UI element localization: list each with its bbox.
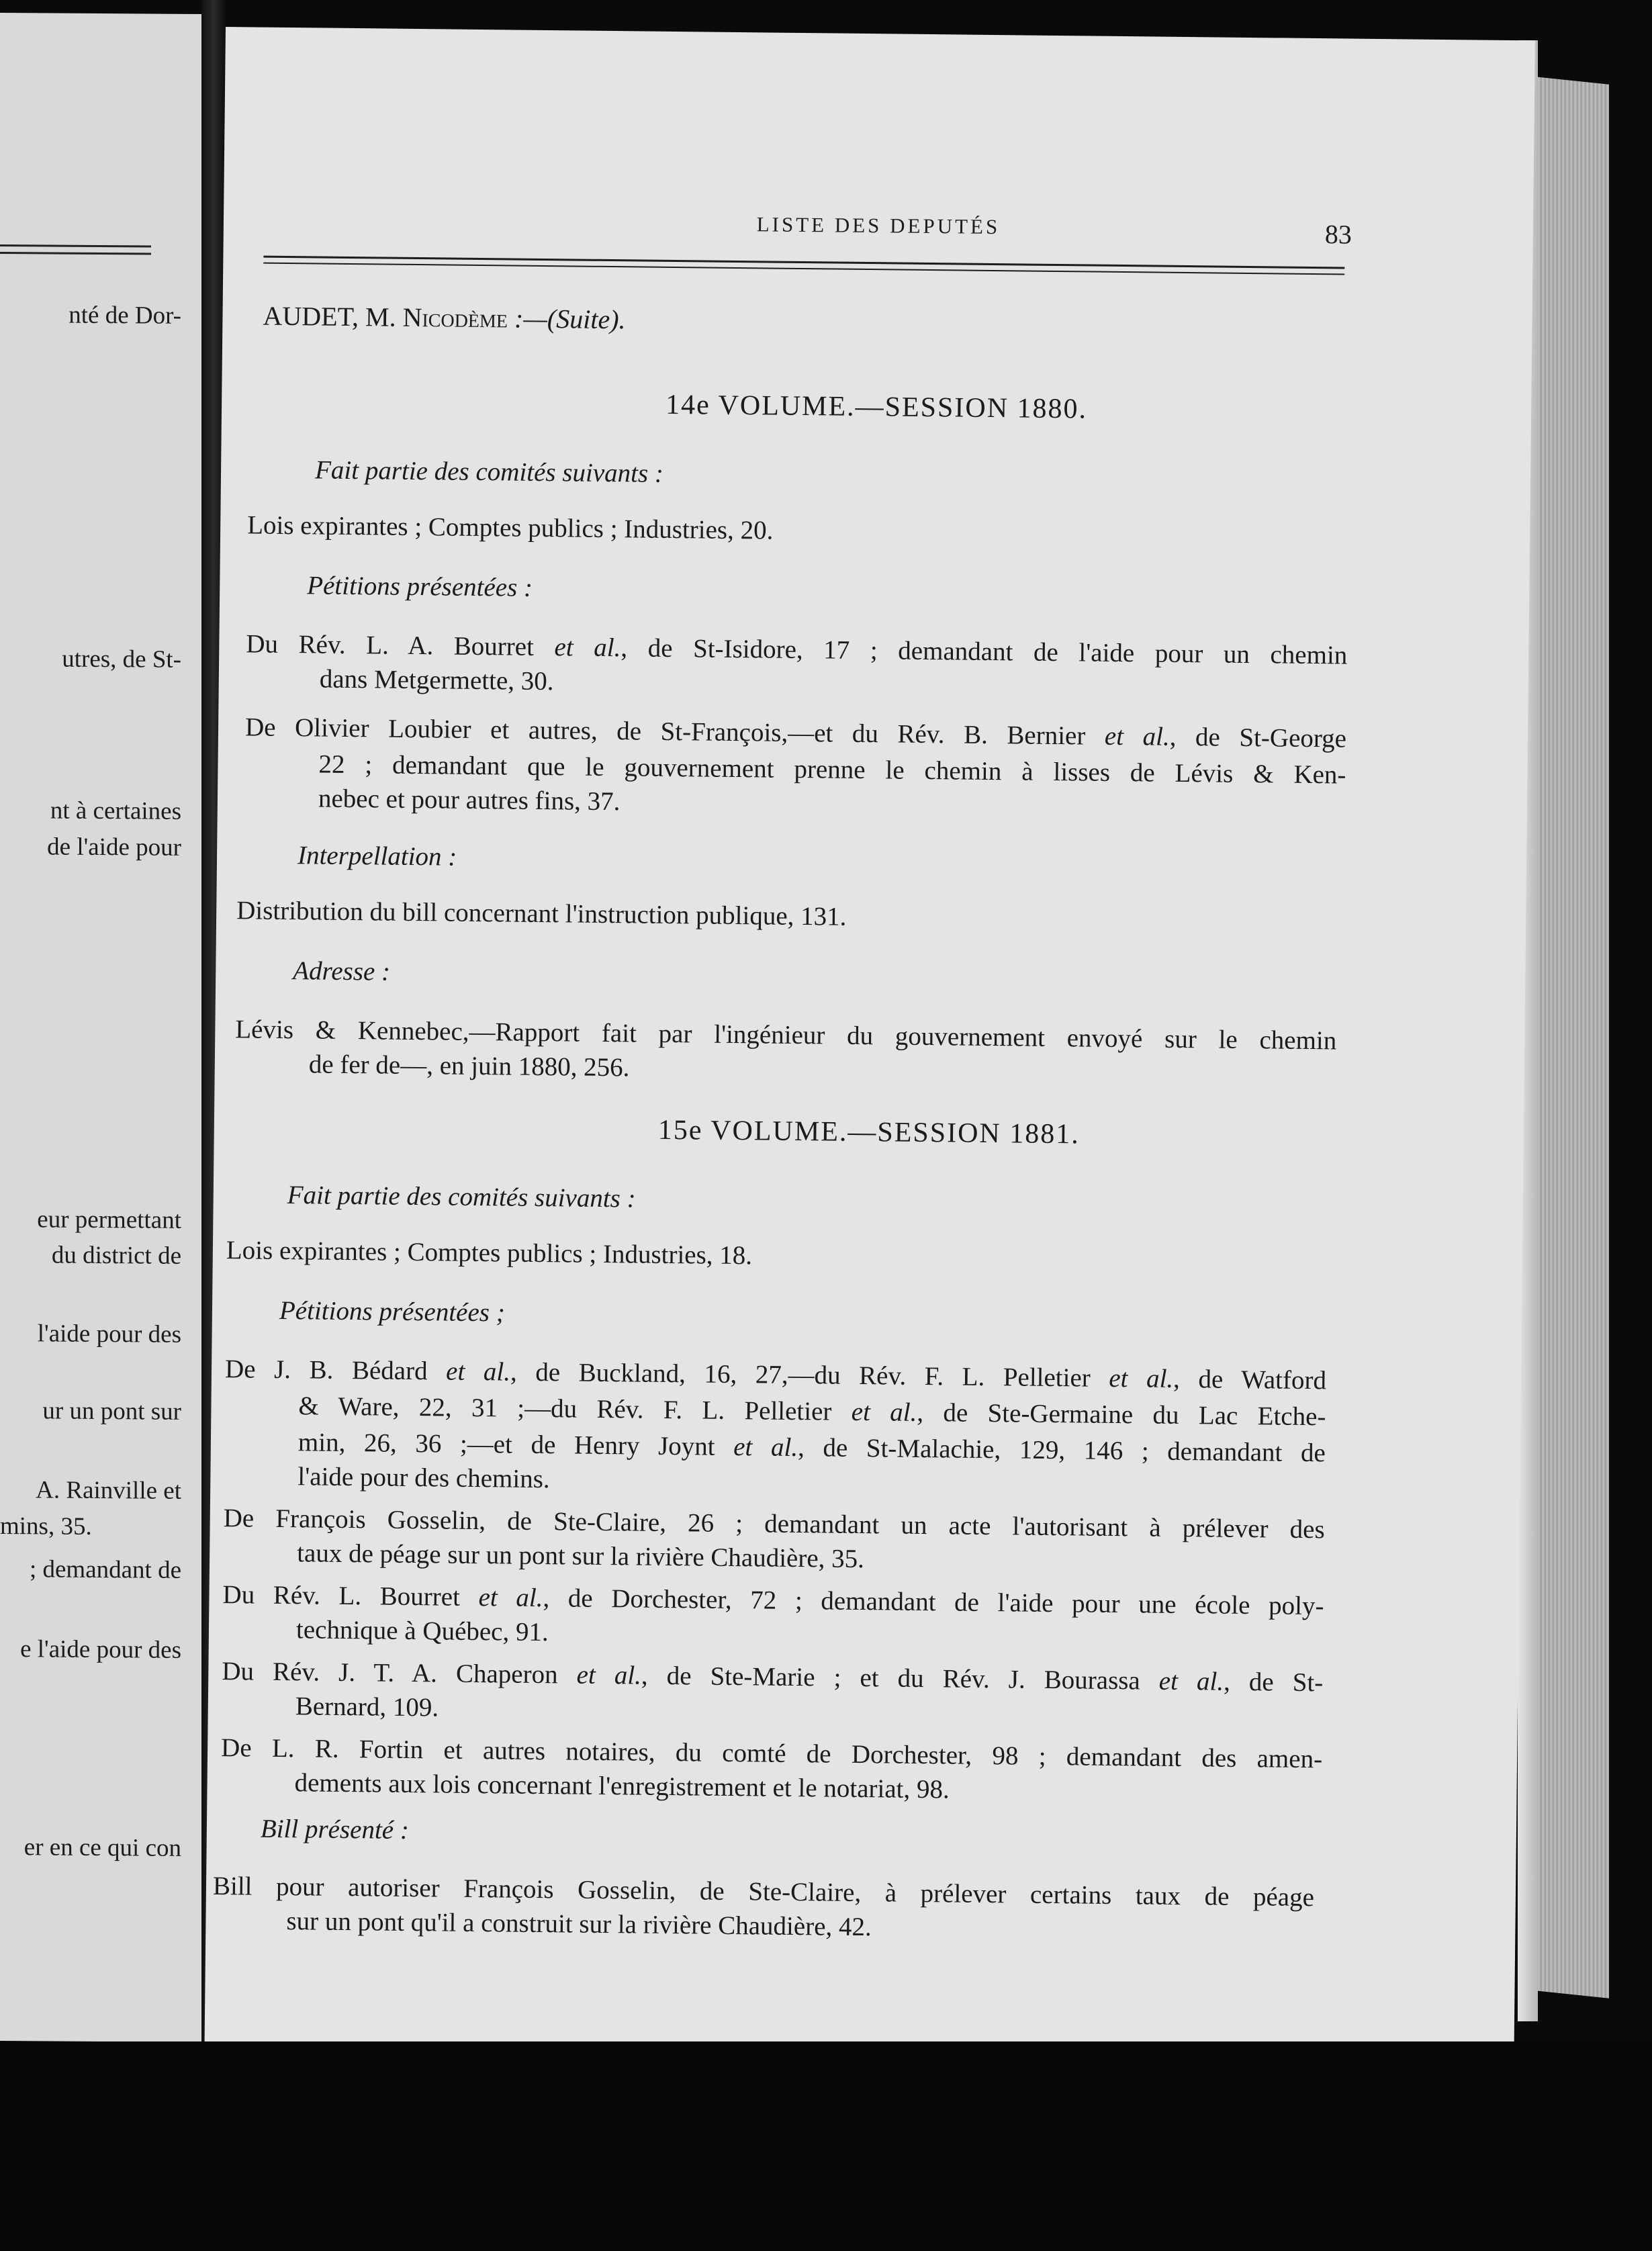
petition-line: technique à Québec, 91. (295, 1615, 549, 1647)
page-number: 83 (1324, 219, 1352, 250)
petition-line: 22 ; demandant que le gouvernement prenne le chemin à lisses de Lévis & Ken- (318, 749, 1346, 790)
volume-heading-15: 15e VOLUME.—SESSION 1881. (657, 1114, 1080, 1150)
petitions-label-14: Pétitions présentées : (307, 571, 533, 602)
dark-background (0, 2041, 1652, 2251)
left-page-line: e l'aide pour des (20, 1635, 181, 1664)
left-page-line: A. Rainville et (36, 1476, 181, 1505)
main-page (204, 27, 1534, 2062)
petition-line: De J. B. Bédard et al., de Buckland, 16, 27,—du Rév. F. L. Pelletier et al., de Watford (224, 1354, 1327, 1395)
entry-continued: :—(Suite). (507, 303, 626, 335)
petition-line: De Olivier Loubier et autres, de St-François,—et du Rév. B. Bernier et al., de St-George (244, 713, 1347, 753)
adresse-label: Adresse : (293, 956, 391, 986)
left-page-line: ; demandant de (29, 1555, 181, 1584)
left-facing-page (0, 13, 201, 2042)
interpellation: Distribution du bill concernant l'instruction publique, 131. (236, 896, 847, 931)
entry-first-name: Nicodème (402, 302, 508, 334)
comites-label-14: Fait partie des comités suivants : (314, 455, 664, 488)
petition-line: Du Rév. L. A. Bourret et al., de St-Isidore, 17 ; demandant de l'aide pour un chemin (246, 629, 1348, 670)
petitions-label-15: Pétitions présentées ; (279, 1295, 505, 1328)
petition-line: De François Gosselin, de Ste-Claire, 26 ; demandant un acte l'autorisant à prélever des (223, 1504, 1325, 1545)
petition-line: & Ware, 22, 31 ;—du Rév. F. L. Pelletier et al., de Ste-Germaine du Lac Etche- (298, 1391, 1326, 1432)
petition-line: dans Metgermette, 30. (319, 664, 554, 696)
petition-line: Du Rév. J. T. A. Chaperon et al., de Ste-Marie ; et du Rév. J. Bourassa et al., de St- (222, 1657, 1324, 1698)
adresse-line: de fer de—, en juin 1880, 256. (308, 1050, 630, 1083)
left-page-line: ur un pont sur (42, 1397, 181, 1426)
left-page-line: de l'aide pour (47, 833, 181, 862)
left-page-line: eur permettant (37, 1205, 181, 1234)
header-rule (263, 256, 1344, 269)
petition-line: l'aide pour des chemins. (297, 1462, 550, 1494)
left-page-line: nté de Dor- (68, 301, 181, 330)
left-page-line: mins, 35. (0, 1512, 92, 1541)
bill-label: Bill présenté : (260, 1814, 410, 1845)
adresse-line: Lévis & Kennebec,—Rapport fait par l'ingénieur du gouvernement envoyé sur le chemin (235, 1015, 1337, 1056)
bill-line: sur un pont qu'il a construit sur la rivière Chaudière, 42. (286, 1907, 872, 1942)
petition-line: taux de péage sur un pont sur la rivière Chaudière, 35. (296, 1538, 865, 1574)
entry-name: AUDET, M. (263, 300, 403, 332)
left-page-line: l'aide pour des (37, 1320, 181, 1348)
petition-line: min, 26, 36 ;—et de Henry Joynt et al., de St-Malachie, 129, 146 ; demandant de (297, 1428, 1326, 1468)
page-edges (1535, 77, 1609, 1999)
petition-line: De L. R. Fortin et autres notaires, du comté de Dorchester, 98 ; demandant des amen- (220, 1733, 1323, 1774)
left-page-line: er en ce qui con (24, 1833, 181, 1862)
petition-line: dements aux lois concernant l'enregistrement et le notariat, 98. (294, 1768, 950, 1804)
interpellation-label: Interpellation : (297, 841, 457, 872)
left-page-line: du district de (51, 1241, 181, 1270)
left-page-line: utres, de St- (62, 645, 181, 674)
petition-line: nebec et pour autres fins, 37. (318, 784, 621, 817)
entry-title (263, 300, 626, 335)
comites-15: Lois expirantes ; Comptes publics ; Industries, 18. (226, 1236, 753, 1271)
bill-line: Bill pour autoriser François Gosselin, de Ste-Claire, à prélever certains taux de péage (212, 1871, 1315, 1913)
left-page-rule (0, 244, 151, 248)
petition-line: Bernard, 109. (295, 1692, 439, 1722)
left-page-rule (0, 252, 151, 255)
left-page-line: nt à certaines (50, 796, 181, 825)
running-head: LISTE DES DEPUTÉS (756, 212, 1001, 239)
header-rule (263, 263, 1344, 275)
petition-line: Du Rév. L. Bourret et al., de Dorchester, 72 ; demandant de l'aide pour une école poly- (222, 1580, 1324, 1621)
volume-heading-14: 14e VOLUME.—SESSION 1880. (665, 389, 1088, 425)
comites-label-15: Fait partie des comités suivants : (287, 1181, 636, 1213)
comites-14: Lois expirantes ; Comptes publics ; Industries, 20. (247, 510, 774, 545)
